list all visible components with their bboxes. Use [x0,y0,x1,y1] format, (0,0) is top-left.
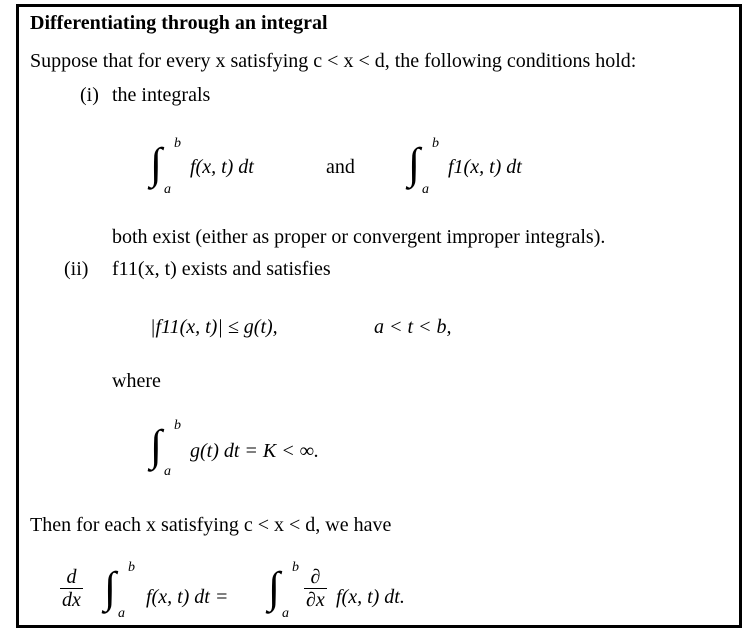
item-i-text: the integrals [112,84,211,106]
fraction-numerator: d [60,566,83,589]
partial-numerator: ∂ [304,566,327,589]
integral-sign: ∫ [104,563,117,612]
upper-limit: b [292,560,299,575]
lhs-integrand: f(x, t) dt = [146,586,229,608]
integral-sign: ∫ [268,563,281,612]
integral-sign: ∫ [150,421,163,470]
rhs-integrand: f(x, t) dt. [336,586,405,608]
item-i-label: (i) [80,84,99,106]
fraction-denominator: dx [62,589,81,611]
integral-sign: ∫ [150,139,163,188]
lower-limit: a [282,606,289,621]
upper-limit: b [128,560,135,575]
conclusion-text: Then for each x satisfying c < x < d, we have [30,514,392,536]
lower-limit: a [118,606,125,621]
integrand-f: f(x, t) dt [190,156,254,178]
lower-limit: a [422,182,429,197]
inequality-lhs: |f11(x, t)| ≤ g(t), [150,316,278,338]
lower-limit: a [164,182,171,197]
lower-limit: a [164,464,171,479]
item-ii-label: (ii) [64,258,89,280]
upper-limit: b [174,418,181,433]
upper-limit: b [432,136,439,151]
intro-text: Suppose that for every x satisfying c < x < d, the following conditions hold: [30,50,637,72]
integral-sign: ∫ [408,139,421,188]
item-i-after: both exist (either as proper or convergent improper integrals). [112,226,606,248]
partial-fraction [304,566,327,611]
and-word: and [326,156,355,178]
integrand-f1: f1(x, t) dt [448,156,522,178]
item-ii-text: f11(x, t) exists and satisfies [112,258,331,280]
where-word: where [112,370,161,392]
inequality-rhs: a < t < b, [374,316,452,338]
theorem-title: Differentiating through an integral [30,12,328,34]
derivative-fraction [60,566,83,611]
integral-g: g(t) dt = K < ∞. [190,440,320,462]
upper-limit: b [174,136,181,151]
partial-denominator: ∂x [306,589,325,611]
